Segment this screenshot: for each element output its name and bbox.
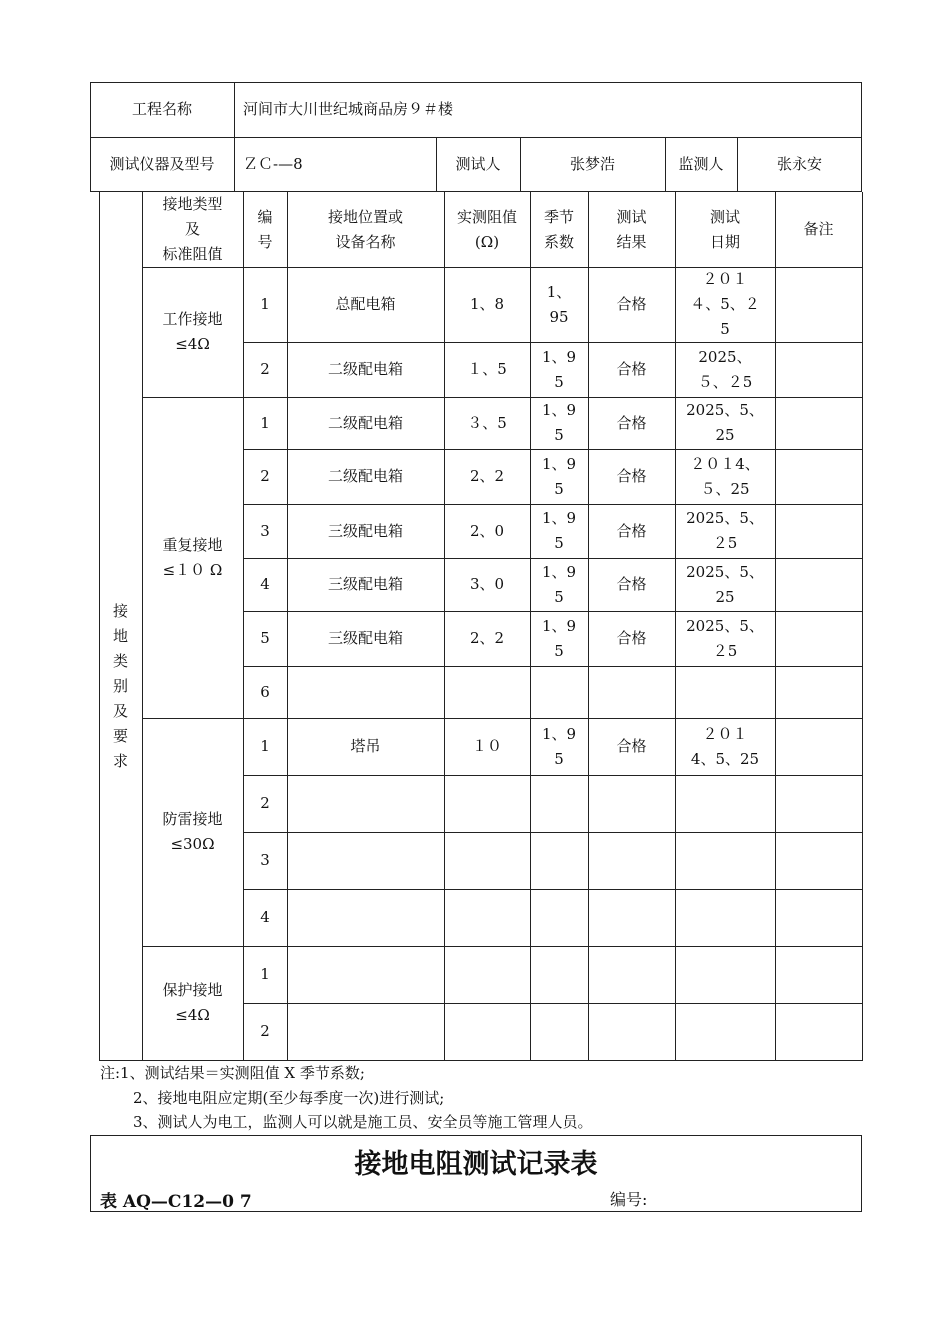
row-cell-season: 1、9 5	[541, 562, 577, 606]
row-cell-result: 合格	[616, 467, 647, 485]
row-cell-position: 三级配电箱	[327, 521, 403, 540]
row-cell-remark	[775, 775, 862, 832]
group-label: 防雷接地 ≤30Ω	[162, 810, 223, 853]
row-cell-measured: 3、0	[469, 575, 505, 593]
row-cell-result	[588, 946, 675, 1003]
row-cell-date	[675, 832, 775, 889]
row-cell-position: 二级配电箱	[327, 467, 403, 485]
row-cell-remark	[775, 718, 862, 775]
row-cell-season	[530, 946, 588, 1003]
row-cell-no: 2	[260, 794, 270, 812]
row-cell-result: 合格	[616, 737, 647, 755]
row-cell-remark	[775, 267, 862, 342]
row-cell-measured	[444, 889, 530, 946]
row-cell-no: 2	[260, 360, 270, 378]
row-cell-remark	[775, 449, 862, 504]
row-cell-date: 2025、5、 25	[686, 562, 764, 606]
monitor-value: 张永安	[776, 155, 822, 173]
row-cell-season: 1、9 5	[541, 401, 577, 444]
col-header-type: 接地类型 及 标准阻值	[162, 195, 223, 263]
row-cell-season	[530, 775, 588, 832]
row-cell-no: 1	[260, 965, 270, 983]
row-cell-result	[588, 666, 675, 718]
row-cell-measured	[444, 832, 530, 889]
instrument-label: 测试仪器及型号	[109, 155, 215, 173]
row-cell-season	[530, 832, 588, 889]
tester-label: 测试人	[455, 155, 501, 173]
row-cell-measured: 1、8	[469, 295, 505, 313]
row-cell-season: 1、9 5	[541, 616, 577, 660]
project-name-value: 河间市大川世纪城商品房９＃楼	[243, 100, 454, 118]
row-cell-date: ２０１ 4、5、25	[690, 724, 760, 768]
row-cell-position	[287, 666, 444, 718]
row-cell-date: 2025、5、 25	[686, 401, 764, 444]
row-cell-date	[675, 889, 775, 946]
row-cell-remark	[775, 889, 862, 946]
row-cell-date	[675, 1003, 775, 1060]
row-cell-date: ２０１ ４、5、２ 5	[690, 270, 760, 338]
monitor-label: 监测人	[678, 155, 724, 173]
form-number-label: 编号:	[610, 1190, 648, 1209]
category-label: 接 地 类 别 及 要 求	[112, 601, 128, 770]
row-cell-position	[287, 946, 444, 1003]
row-cell-season	[530, 1003, 588, 1060]
row-cell-position: 三级配电箱	[327, 575, 403, 593]
row-cell-date: ２０１4、 ５、25	[690, 454, 760, 498]
row-cell-remark	[775, 946, 862, 1003]
row-cell-season	[530, 889, 588, 946]
group-label: 重复接地 ≤１０ Ω	[162, 535, 223, 579]
row-cell-no: 1	[260, 295, 270, 313]
row-cell-result	[588, 1003, 675, 1060]
row-cell-measured: １０	[471, 737, 502, 755]
col-header-measured: 实测阻值 (Ω)	[456, 207, 517, 251]
row-cell-result	[588, 775, 675, 832]
col-header-date: 测试 日期	[709, 207, 740, 251]
row-cell-measured: １、5	[467, 360, 507, 378]
row-cell-season: 1、9 5	[541, 509, 577, 552]
row-cell-measured	[444, 946, 530, 1003]
row-cell-position	[287, 889, 444, 946]
row-cell-measured	[444, 1003, 530, 1060]
col-header-result: 测试 结果	[616, 207, 647, 251]
tester-value: 张梦浩	[569, 155, 615, 173]
row-cell-no: 3	[260, 851, 270, 869]
row-cell-date: 2025、5、 ２5	[686, 616, 764, 660]
row-cell-measured: 2、2	[469, 629, 505, 647]
form-title: 接地电阻测试记录表	[354, 1149, 598, 1180]
row-cell-measured: ３、5	[467, 413, 507, 432]
row-cell-remark	[775, 1003, 862, 1060]
note-2: 2、接地电阻应定期(至少每季度一次)进行测试;	[133, 1089, 445, 1107]
col-header-remark: 备注	[803, 220, 834, 238]
row-cell-date	[675, 666, 775, 718]
row-cell-result: 合格	[616, 629, 647, 647]
row-cell-result	[588, 889, 675, 946]
row-cell-no: 6	[260, 682, 270, 701]
row-cell-remark	[775, 397, 862, 449]
row-cell-no: 2	[260, 467, 270, 485]
row-cell-result: 合格	[616, 575, 647, 593]
row-cell-no: 5	[260, 629, 270, 647]
row-cell-date	[675, 946, 775, 1003]
row-cell-season: 1、9 5	[541, 454, 577, 498]
row-cell-no: 1	[260, 737, 270, 755]
row-cell-remark	[775, 558, 862, 611]
row-cell-position: 三级配电箱	[327, 629, 403, 647]
row-cell-measured	[444, 666, 530, 718]
col-header-season: 季节 系数	[543, 207, 574, 251]
row-cell-result: 合格	[616, 521, 647, 540]
instrument-value: ＺＣ-—8	[243, 155, 303, 173]
row-cell-season	[530, 666, 588, 718]
row-cell-result: 合格	[616, 295, 647, 313]
row-cell-remark	[775, 504, 862, 558]
row-cell-season: 1、9 5	[541, 347, 577, 391]
col-header-position: 接地位置或 设备名称	[327, 207, 403, 251]
row-cell-position: 塔吊	[350, 737, 381, 755]
note-1: 注:1、测试结果＝实测阻值 X 季节系数;	[100, 1064, 365, 1082]
row-cell-measured: 2、0	[469, 521, 505, 540]
row-cell-date: 2025、 ５、２5	[697, 347, 753, 391]
row-cell-date	[675, 775, 775, 832]
row-cell-position: 总配电箱	[335, 295, 396, 313]
grid-edge-right	[862, 192, 863, 1060]
row-cell-no: 2	[260, 1022, 270, 1040]
group-label: 工作接地 ≤4Ω	[162, 310, 223, 353]
row-cell-season: 1、 95	[546, 282, 572, 326]
form-code: 表 AQ—C12—0 7	[100, 1192, 252, 1212]
project-name-label: 工程名称	[131, 100, 192, 118]
row-cell-remark	[775, 666, 862, 718]
row-cell-no: 4	[260, 575, 270, 593]
row-cell-measured	[444, 775, 530, 832]
col-header-no: 编 号	[257, 207, 273, 251]
note-3: 3、测试人为电工，监测人可以就是施工员、安全员等施工管理人员。	[133, 1113, 593, 1131]
row-cell-position	[287, 1003, 444, 1060]
group-label: 保护接地 ≤4Ω	[162, 981, 223, 1024]
row-cell-position: 二级配电箱	[327, 360, 403, 378]
row-cell-result	[588, 832, 675, 889]
row-cell-result: 合格	[616, 360, 647, 378]
row-cell-result: 合格	[616, 413, 647, 432]
row-cell-no: 1	[260, 413, 270, 432]
row-cell-date: 2025、5、 ２5	[686, 509, 764, 552]
grid-edge-bottom	[99, 1060, 863, 1061]
row-cell-season: 1、9 5	[541, 724, 577, 768]
row-cell-no: 3	[260, 521, 270, 540]
row-cell-no: 4	[260, 908, 270, 926]
row-cell-remark	[775, 611, 862, 666]
row-cell-remark	[775, 832, 862, 889]
row-cell-remark	[775, 342, 862, 397]
row-cell-position: 二级配电箱	[327, 413, 403, 432]
row-cell-position	[287, 832, 444, 889]
row-cell-measured: 2、2	[469, 467, 505, 485]
row-cell-position	[287, 775, 444, 832]
